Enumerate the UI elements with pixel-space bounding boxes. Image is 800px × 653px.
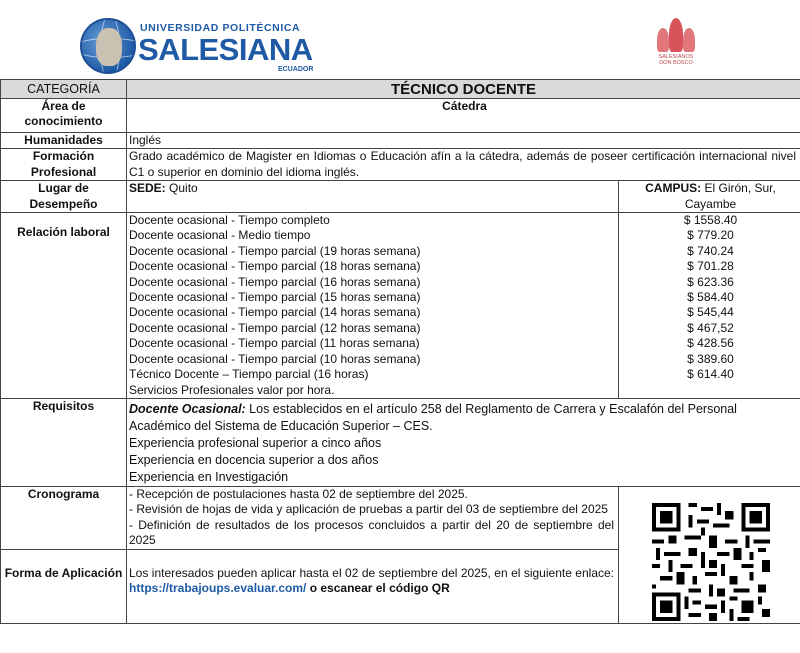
humanidades-value: Inglés <box>127 133 800 149</box>
page-header <box>0 0 800 80</box>
requisitos-label: Requisitos <box>1 398 127 486</box>
relacion-amount: $ 545,44 <box>687 305 734 320</box>
relacion-item: Docente ocasional - Tiempo parcial (19 horas semana) <box>129 243 421 258</box>
logo-country-text: ECUADOR <box>278 66 314 73</box>
cronograma-item: - Revisión de hojas de vida y aplicación de pruebas a partir del 03 de septiembre del 2025 <box>129 502 608 517</box>
relacion-amount: $ 623.36 <box>687 274 734 289</box>
formacion-label: Formación Profesional <box>1 149 127 181</box>
category-header: CATEGORÍA <box>1 80 127 99</box>
salesianos-figures-icon <box>653 16 699 54</box>
relacion-amount: $ 614.40 <box>687 367 734 382</box>
campus-value: El Girón, Sur, Cayambe <box>684 181 776 211</box>
aplicacion-text: Los interesados pueden aplicar hasta el 02 de septiembre del 2025, en el siguiente enlace: <box>129 565 614 580</box>
row-humanidades <box>1 133 800 149</box>
humanidades-label: Humanidades <box>1 133 127 149</box>
aplicacion-cell <box>127 549 619 623</box>
row-cronograma <box>1 486 800 549</box>
requisitos-item: Experiencia profesional superior a cinco años <box>129 435 382 450</box>
row-formacion <box>1 149 800 181</box>
salesianos-logo <box>648 16 704 78</box>
requisitos-lead-paragraph <box>129 401 800 435</box>
area-label: Área de conocimiento <box>1 99 127 133</box>
qr-code-icon[interactable] <box>652 503 770 621</box>
relacion-item: Docente ocasional - Tiempo parcial (11 horas semana) <box>129 336 420 351</box>
sede-value: Quito <box>169 181 198 196</box>
campus-cell <box>619 181 800 213</box>
salesianos-line1: SALESIANOS <box>658 54 694 60</box>
globe-portrait-icon <box>80 18 136 74</box>
position-title: TÉCNICO DOCENTE <box>127 80 800 99</box>
table-header-row <box>1 80 800 99</box>
lugar-label: Lugar de Desempeño <box>1 181 127 213</box>
relacion-label: Relación laboral <box>1 213 127 399</box>
relacion-amount: $ 584.40 <box>687 290 734 305</box>
row-area <box>1 99 800 133</box>
relacion-amount-cell <box>619 213 800 399</box>
relacion-item: Servicios Profesionales valor por hora. <box>129 382 335 397</box>
relacion-amount: $ 428.56 <box>687 336 734 351</box>
relacion-amount: $ 701.28 <box>687 259 734 274</box>
relacion-item: Docente ocasional - Tiempo parcial (14 horas semana) <box>129 305 421 320</box>
relacion-amount: $ 779.20 <box>687 228 734 243</box>
relacion-item: Docente ocasional - Tiempo parcial (18 horas semana) <box>129 259 421 274</box>
requisitos-cell <box>127 398 800 486</box>
relacion-item: Docente ocasional - Tiempo parcial (15 horas semana) <box>129 290 421 305</box>
logo-university-text: UNIVERSIDAD POLITÉCNICA <box>140 22 301 34</box>
job-table <box>0 79 800 624</box>
relacion-amount: $ 740.24 <box>687 243 734 258</box>
aplicacion-qr-text: o escanear el código QR <box>306 580 450 595</box>
row-relacion <box>1 213 800 399</box>
application-link[interactable]: https://trabajoups.evaluar.com/ <box>129 580 307 595</box>
relacion-item: Docente ocasional - Tiempo parcial (10 horas semana) <box>129 351 421 366</box>
cronograma-item: - Recepción de postulaciones hasta 02 de septiembre del 2025. <box>129 486 468 501</box>
campus-label: CAMPUS: <box>645 181 702 196</box>
relacion-amount: $ 1558.40 <box>683 213 738 228</box>
relacion-item: Técnico Docente – Tiempo parcial (16 horas) <box>129 367 369 382</box>
row-requisitos <box>1 398 800 486</box>
requisitos-item: Experiencia en docencia superior a dos años <box>129 452 379 467</box>
qr-cell[interactable] <box>619 486 800 623</box>
ups-logo <box>80 16 314 78</box>
aplicacion-label: Forma de Aplicación <box>1 549 127 623</box>
salesianos-line2: DON BOSCO <box>659 60 693 66</box>
relacion-amount: $ 467,52 <box>687 320 734 335</box>
sede-label: SEDE: <box>129 181 166 196</box>
relacion-item: Docente ocasional - Tiempo parcial (16 horas semana) <box>129 274 421 289</box>
area-value: Cátedra <box>127 99 800 133</box>
row-lugar <box>1 181 800 213</box>
relacion-item: Docente ocasional - Tiempo parcial (12 horas semana) <box>129 320 421 335</box>
cronograma-cell <box>127 486 619 549</box>
relacion-item: Docente ocasional - Tiempo completo <box>129 213 330 228</box>
requisitos-item: Experiencia en Investigación <box>129 469 289 484</box>
formacion-value: Grado académico de Magister en Idiomas o Educación afín a la cátedra, además de poseer certificación internacional nivel C1 o superior en dominio del idioma inglés. <box>127 149 800 181</box>
relacion-desc-cell <box>127 213 619 399</box>
requisitos-lead-text: Los establecidos en el artículo 258 del Reglamento de Carrera y Escalafón del Personal Académico del Sistema de Educación Superior – CES. <box>129 401 737 433</box>
logo-salesiana-text: SALESIANA <box>138 32 313 67</box>
requisitos-lead: Docente Ocasional: <box>129 401 246 416</box>
relacion-item: Docente ocasional - Medio tiempo <box>129 228 311 243</box>
cronograma-label: Cronograma <box>1 486 127 549</box>
relacion-amount: $ 389.60 <box>687 351 734 366</box>
sede-cell <box>127 181 619 213</box>
cronograma-item: - Definición de resultados de los procesos concluidos a partir del 20 de septiembre del 2025 <box>129 517 614 548</box>
